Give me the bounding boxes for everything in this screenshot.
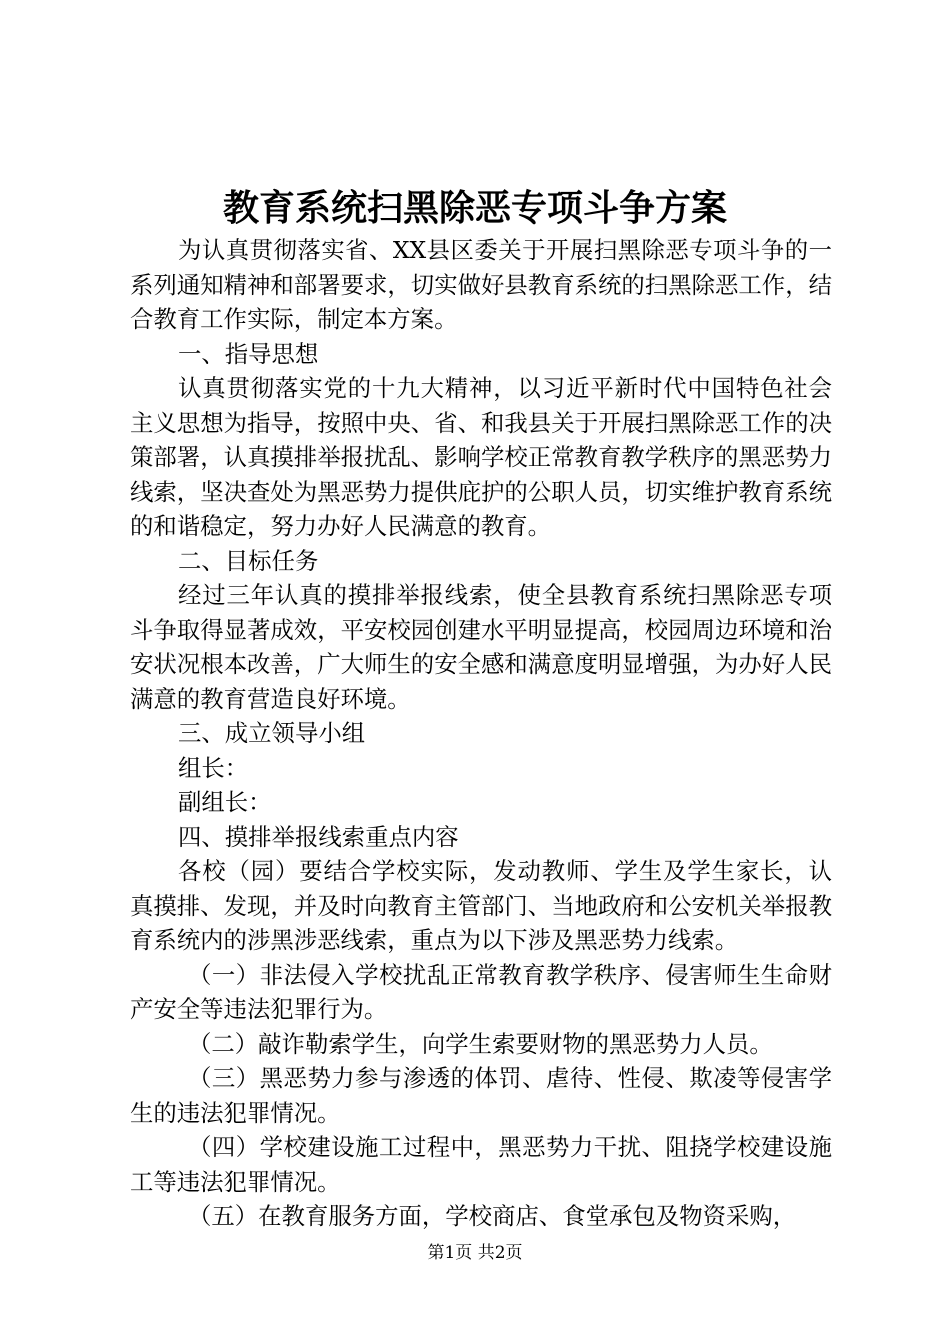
section-heading-guiding-ideology: 一、指导思想	[178, 339, 319, 368]
key-content-paragraph: 各校（园）要结合学校实际，发动教师、学生及学生家长，认真摸排、发现，并及时向教育主管部门、当地政府和公安机关举报教育系统内的涉黑涉恶线索，重点为以下涉及黑恶势力线索。	[130, 857, 832, 954]
deputy-leader-line: 副组长：	[178, 788, 272, 816]
section-heading-key-content: 四、摸排举报线索重点内容	[178, 822, 459, 851]
list-item-3: （三）黑恶势力参与渗透的体罚、虐待、性侵、欺凌等侵害学生的违法犯罪情况。	[130, 1064, 832, 1127]
document-body	[130, 233, 832, 1234]
guiding-ideology-paragraph: 认真贯彻落实党的十九大精神，以习近平新时代中国特色社会主义思想为指导，按照中央、省、和我县关于开展扫黑除恶工作的决策部署，认真摸排举报扰乱、影响学校正常教育教学秩序的黑恶势力线索，坚决查处为黑恶势力提供庇护的公职人员，切实维护教育系统的和谐稳定，努力办好人民满意的教育。	[130, 374, 832, 540]
section-heading-leadership-group: 三、成立领导小组	[178, 719, 366, 747]
list-item-4: （四）学校建设施工过程中，黑恶势力干扰、阻挠学校建设施工等违法犯罪情况。	[130, 1133, 832, 1196]
group-leader-line: 组长：	[178, 753, 249, 782]
goals-paragraph: 经过三年认真的摸排举报线索，使全县教育系统扫黑除恶专项斗争取得显著成效，平安校园创建水平明显提高，校园周边环境和治安状况根本改善，广大师生的安全感和满意度明显增强，为办好人民满意的教育营造良好环境。	[130, 581, 832, 713]
list-item-2: （二）敲诈勒索学生，向学生索要财物的黑恶势力人员。	[188, 1029, 773, 1058]
intro-paragraph: 为认真贯彻落实省、XX县区委关于开展扫黑除恶专项斗争的一系列通知精神和部署要求，切实做好县教育系统的扫黑除恶工作，结合教育工作实际，制定本方案。	[130, 236, 832, 333]
list-item-1: （一）非法侵入学校扰乱正常教育教学秩序、侵害师生生命财产安全等违法犯罪行为。	[130, 960, 832, 1023]
document-title: 教育系统扫黑除恶专项斗争方案	[222, 187, 727, 229]
section-heading-goals: 二、目标任务	[178, 546, 319, 575]
page-footer: 第1页 共2页	[427, 1243, 523, 1263]
list-item-5: （五）在教育服务方面，学校商店、食堂承包及物资采购，	[188, 1202, 797, 1230]
